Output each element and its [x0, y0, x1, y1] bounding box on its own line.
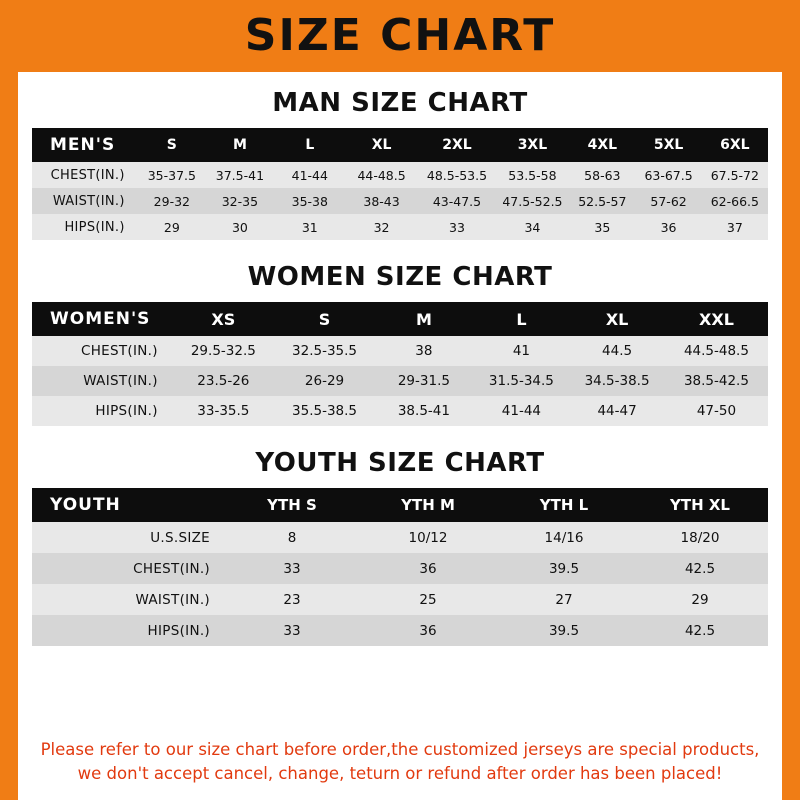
cell: 43-47.5 [418, 188, 495, 214]
women-size-table [32, 302, 768, 426]
row-label: CHEST(IN.) [32, 162, 139, 188]
cell: 8 [224, 522, 360, 553]
cell: 32 [345, 214, 419, 240]
cell: 44-47 [569, 396, 665, 426]
table-row [32, 522, 768, 553]
cell: 27 [496, 584, 632, 615]
column-header: 5XL [635, 128, 701, 162]
column-header: YTH M [360, 488, 496, 522]
row-label: WAIST(IN.) [32, 366, 172, 396]
cell: 38.5-42.5 [665, 366, 768, 396]
column-header: L [275, 128, 345, 162]
table-row [32, 553, 768, 584]
cell: 33-35.5 [172, 396, 275, 426]
column-header: YOUTH [32, 488, 224, 522]
column-header: 6XL [702, 128, 768, 162]
row-label: U.S.SIZE [32, 522, 224, 553]
column-header: XS [172, 302, 275, 336]
column-header: XL [345, 128, 419, 162]
row-label: WAIST(IN.) [32, 584, 224, 615]
table-row [32, 336, 768, 366]
cell: 36 [360, 553, 496, 584]
cell: 34 [496, 214, 570, 240]
column-header: M [374, 302, 473, 336]
column-header: S [275, 302, 374, 336]
cell: 31.5-34.5 [474, 366, 570, 396]
cell: 42.5 [632, 553, 768, 584]
cell: 33 [224, 553, 360, 584]
cell: 37 [702, 214, 768, 240]
cell: 31 [275, 214, 345, 240]
men-size-table [32, 128, 768, 240]
page-title: SIZE CHART [244, 10, 556, 61]
footer-line-2: we don't accept cancel, change, teturn or refund after order has been placed! [77, 764, 723, 784]
cell: 35-37.5 [139, 162, 205, 188]
table-row [32, 615, 768, 646]
table-row [32, 396, 768, 426]
table-row [32, 162, 768, 188]
table-header-row [32, 488, 768, 522]
cell: 35.5-38.5 [275, 396, 374, 426]
cell: 14/16 [496, 522, 632, 553]
cell: 29-31.5 [374, 366, 473, 396]
table-row [32, 366, 768, 396]
cell: 48.5-53.5 [418, 162, 495, 188]
cell: 33 [224, 615, 360, 646]
column-header: L [474, 302, 570, 336]
cell: 34.5-38.5 [569, 366, 665, 396]
table-header-row [32, 128, 768, 162]
cell: 57-62 [635, 188, 701, 214]
cell: 62-66.5 [702, 188, 768, 214]
header-band [0, 0, 800, 72]
cell: 36 [360, 615, 496, 646]
cell: 29-32 [139, 188, 205, 214]
cell: 35-38 [275, 188, 345, 214]
column-header: YTH L [496, 488, 632, 522]
column-header: XXL [665, 302, 768, 336]
cell: 58-63 [569, 162, 635, 188]
cell: 36 [635, 214, 701, 240]
cell: 18/20 [632, 522, 768, 553]
cell: 38.5-41 [374, 396, 473, 426]
cell: 32-35 [205, 188, 275, 214]
column-header: MEN'S [32, 128, 139, 162]
cell: 33 [418, 214, 495, 240]
cell: 39.5 [496, 615, 632, 646]
cell: 29 [139, 214, 205, 240]
cell: 32.5-35.5 [275, 336, 374, 366]
column-header: 4XL [569, 128, 635, 162]
table-row [32, 214, 768, 240]
column-header: M [205, 128, 275, 162]
footer-line-1: Please refer to our size chart before order,the customized jerseys are special products, [40, 740, 760, 760]
cell: 44-48.5 [345, 162, 419, 188]
row-label: CHEST(IN.) [32, 553, 224, 584]
cell: 52.5-57 [569, 188, 635, 214]
section-title-man: MAN SIZE CHART [272, 88, 528, 118]
column-header: 2XL [418, 128, 495, 162]
cell: 35 [569, 214, 635, 240]
cell: 41-44 [474, 396, 570, 426]
cell: 42.5 [632, 615, 768, 646]
row-label: HIPS(IN.) [32, 214, 139, 240]
cell: 26-29 [275, 366, 374, 396]
cell: 67.5-72 [702, 162, 768, 188]
row-label: CHEST(IN.) [32, 336, 172, 366]
cell: 63-67.5 [635, 162, 701, 188]
cell: 41-44 [275, 162, 345, 188]
cell: 10/12 [360, 522, 496, 553]
column-header: S [139, 128, 205, 162]
cell: 29 [632, 584, 768, 615]
cell: 44.5 [569, 336, 665, 366]
column-header: WOMEN'S [32, 302, 172, 336]
cell: 39.5 [496, 553, 632, 584]
cell: 23 [224, 584, 360, 615]
column-header: YTH S [224, 488, 360, 522]
youth-size-table [32, 488, 768, 646]
cell: 25 [360, 584, 496, 615]
cell: 47-50 [665, 396, 768, 426]
column-header: XL [569, 302, 665, 336]
row-label: HIPS(IN.) [32, 615, 224, 646]
cell: 37.5-41 [205, 162, 275, 188]
table-row [32, 188, 768, 214]
cell: 53.5-58 [496, 162, 570, 188]
footer-note [36, 738, 764, 786]
column-header: YTH XL [632, 488, 768, 522]
content-area [18, 72, 782, 800]
cell: 38 [374, 336, 473, 366]
column-header: 3XL [496, 128, 570, 162]
row-label: HIPS(IN.) [32, 396, 172, 426]
row-label: WAIST(IN.) [32, 188, 139, 214]
section-title-women: WOMEN SIZE CHART [247, 262, 553, 292]
cell: 44.5-48.5 [665, 336, 768, 366]
cell: 23.5-26 [172, 366, 275, 396]
cell: 47.5-52.5 [496, 188, 570, 214]
cell: 41 [474, 336, 570, 366]
cell: 38-43 [345, 188, 419, 214]
table-row [32, 584, 768, 615]
cell: 30 [205, 214, 275, 240]
cell: 29.5-32.5 [172, 336, 275, 366]
table-header-row [32, 302, 768, 336]
section-title-youth: YOUTH SIZE CHART [255, 448, 545, 478]
